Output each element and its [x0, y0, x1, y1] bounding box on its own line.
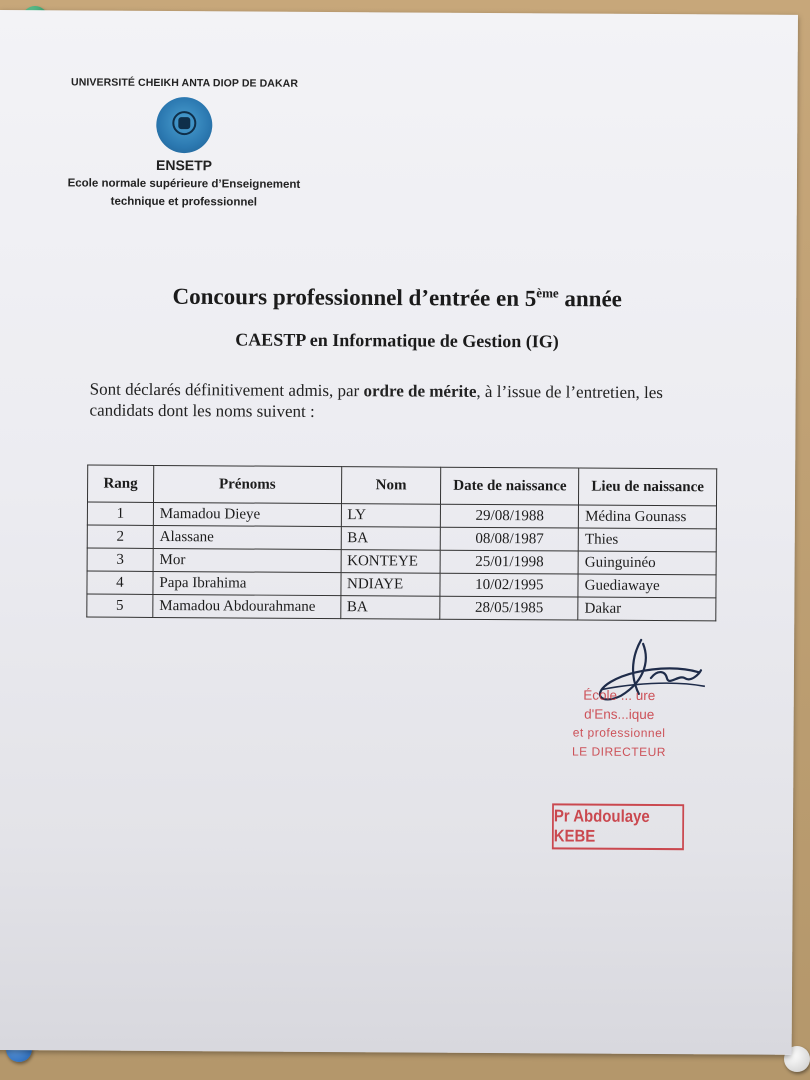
cell-date: 10/02/1995	[440, 573, 578, 597]
header-nom: Nom	[341, 467, 441, 505]
stamp-line2: d'Ens...ique	[584, 706, 655, 723]
cell-nom: BA	[340, 596, 440, 620]
intro-part2: , à l’issue de l’entretien, les candidats dont les noms suivent :	[89, 381, 663, 421]
cell-nom: NDIAYE	[340, 573, 440, 597]
cell-lieu: Guinguinéo	[578, 551, 716, 575]
cell-date: 25/01/1998	[441, 550, 579, 574]
cell-lieu: Médina Gounass	[579, 505, 717, 529]
table-row	[87, 594, 716, 621]
school-full-name	[59, 174, 309, 212]
header-lieu: Lieu de naissance	[579, 468, 717, 506]
cell-rang: 3	[87, 548, 153, 571]
cell-prenoms: Papa Ibrahima	[153, 571, 341, 595]
cell-date: 29/08/1988	[441, 504, 579, 528]
school-full-name-line1: Ecole normale supérieure d’Enseignement	[67, 177, 301, 191]
cell-rang: 2	[87, 525, 153, 548]
cell-lieu: Dakar	[578, 597, 716, 621]
intro-part1: Sont déclarés définitivement admis, par	[89, 379, 364, 401]
cell-rang: 4	[87, 571, 153, 594]
header-prenoms: Prénoms	[153, 465, 341, 503]
cell-prenoms: Alassane	[153, 525, 341, 549]
cell-lieu: Thies	[578, 528, 716, 552]
title-superscript: ème	[536, 285, 559, 301]
stamp-line4: LE DIRECTEUR	[571, 744, 667, 760]
cell-rang: 5	[87, 594, 153, 617]
notice-paper	[0, 10, 798, 1055]
school-full-name-line2: technique et professionnel	[110, 195, 258, 209]
cell-prenoms: Mamadou Dieye	[153, 502, 341, 526]
cell-prenoms: Mamadou Abdourahmane	[153, 594, 341, 618]
table-header-row	[87, 465, 716, 506]
page-subtitle: CAESTP en Informatique de Gestion (IG)	[235, 329, 559, 352]
results-table	[86, 465, 717, 622]
cell-lieu: Guediawaye	[578, 574, 716, 598]
cell-date: 08/08/1987	[441, 527, 579, 551]
official-stamp	[520, 633, 721, 774]
cell-nom: KONTEYE	[341, 550, 441, 574]
cell-nom: LY	[341, 504, 441, 528]
header-date: Date de naissance	[441, 467, 579, 505]
stamp-text	[526, 685, 711, 762]
school-acronym: ENSETP	[155, 156, 213, 174]
institution-header	[59, 76, 310, 212]
cell-date: 28/05/1985	[440, 596, 578, 620]
header-rang: Rang	[87, 465, 153, 502]
logo-emblem-icon	[178, 117, 190, 129]
page-title	[0, 282, 796, 314]
director-name-stamp: Pr Abdoulaye KEBE	[552, 803, 684, 850]
university-name: UNIVERSITÉ CHEIKH ANTA DIOP DE DAKAR	[70, 76, 299, 90]
intro-paragraph	[89, 379, 729, 425]
intro-emphasis: ordre de mérite	[363, 381, 477, 401]
title-text-end: année	[558, 286, 622, 312]
cell-rang: 1	[87, 502, 153, 525]
cell-prenoms: Mor	[153, 548, 341, 572]
cell-nom: BA	[341, 527, 441, 551]
university-logo-icon	[156, 97, 212, 153]
stamp-line1: École ... ure	[583, 687, 656, 704]
stamp-line3: et professionnel	[572, 725, 666, 741]
title-text: Concours professionnel d’entrée en 5	[172, 283, 537, 311]
